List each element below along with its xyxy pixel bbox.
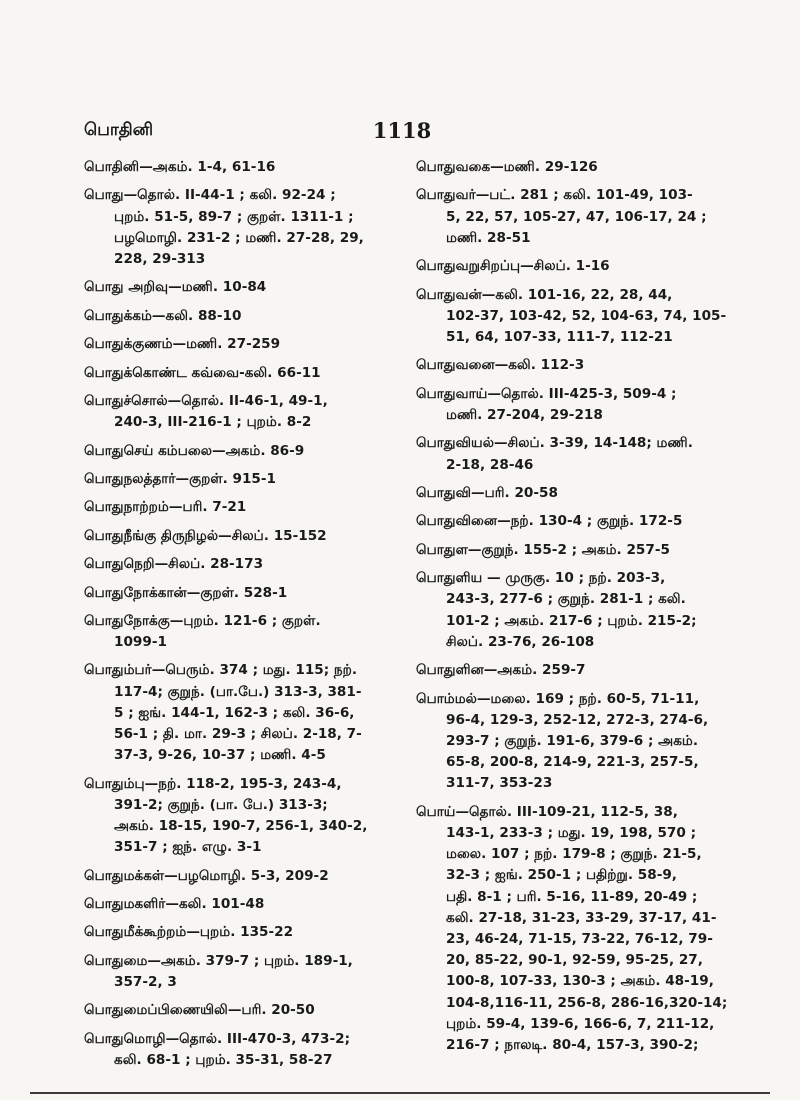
entry-continuation-line: 351-7 ; ஐந். எழு. 3-1 [114, 839, 262, 856]
entry-continuation-line: 37-3, 9-26, 10-37 ; மணி. 4-5 [114, 747, 326, 764]
entry-continuation-line: 216-7 ; நாலடி. 80-4, 157-3, 390-2; [446, 1036, 699, 1053]
index-entry [84, 611, 422, 653]
index-entry [84, 1000, 422, 1021]
entry-headword-line: பொதுக்குணம்—மணி. 27-259 [84, 336, 281, 353]
entry-headword-line: பொதுவன்—கலி. 101-16, 22, 28, 44, [416, 286, 673, 303]
index-entry [416, 540, 746, 561]
index-entry [416, 256, 746, 277]
entry-headword-line: பொதுவனை—கலி. 112-3 [416, 357, 585, 374]
index-entry [84, 951, 422, 993]
entry-headword-line: பொதுமை—அகம். 379-7 ; புறம். 189-1, [84, 952, 353, 969]
entry-continuation-line: 391-2; குறுந். (பா. பே.) 313-3; [114, 796, 328, 813]
entry-headword-line: பொம்மல்—மலை. 169 ; நற். 60-5, 71-11, [416, 690, 700, 707]
entry-headword-line: பொதுசெய் கம்பலை—அகம். 86-9 [84, 442, 305, 459]
entry-continuation-line: 5, 22, 57, 105-27, 47, 106-17, 24 ; [446, 208, 707, 225]
entry-headword-line: பொது அறிவு—மணி. 10-84 [84, 279, 267, 296]
entry-continuation-line: மலை. 107 ; நற். 179-8 ; குறுந். 21-5, [446, 846, 702, 863]
entry-headword-line: பொதுநலத்தார்—குறள். 915-1 [84, 470, 276, 487]
index-entry [84, 306, 422, 327]
entry-continuation-line: 100-8, 107-33, 130-3 ; அகம். 48-19, [446, 973, 714, 990]
entry-headword-line: பொதுநாற்றம்—பரி. 7-21 [84, 499, 247, 516]
index-entry [84, 441, 422, 462]
entry-headword-line: பொதுக்கொண்ட கவ்வை-கலி. 66-11 [84, 364, 321, 381]
index-entry [416, 802, 746, 1056]
index-entry [84, 866, 422, 887]
index-entry [416, 384, 746, 426]
entry-headword-line: பொதுநீங்கு திருநிழல்—சிலப். 15-152 [84, 527, 327, 544]
entry-headword-line: பொதும்பு—நற். 118-2, 195-3, 243-4, [84, 775, 342, 792]
entry-continuation-line: புறம். 59-4, 139-6, 166-6, 7, 211-12, [446, 1015, 715, 1032]
index-entry [84, 660, 422, 766]
entry-headword-line: பொதுநோக்கு—புறம். 121-6 ; குறள். [84, 612, 321, 629]
index-entry [416, 185, 746, 249]
entry-continuation-line: 101-2 ; அகம். 217-6 ; புறம். 215-2; [446, 612, 697, 629]
entry-headword-line: பொதுள—குறுந். 155-2 ; அகம். 257-5 [416, 541, 670, 558]
entry-headword-line: பொதுமகளிர்—கலி. 101-48 [84, 896, 265, 913]
entry-continuation-line: 143-1, 233-3 ; மது. 19, 198, 570 ; [446, 824, 697, 841]
index-entry [416, 568, 746, 653]
entry-headword-line: பொதுமக்கள்—பழமொழி. 5-3, 209-2 [84, 867, 329, 884]
index-entry [84, 583, 422, 604]
index-entry [416, 355, 746, 376]
entry-continuation-line: சிலப். 23-76, 26-108 [446, 633, 595, 650]
index-entry [84, 922, 422, 943]
entry-continuation-line: மணி. 27-204, 29-218 [446, 406, 603, 423]
entry-headword-line: பொதுவி—பரி. 20-58 [416, 484, 558, 501]
entry-continuation-line: 311-7, 353-23 [446, 775, 553, 792]
entry-continuation-line: 104-8,116-11, 256-8, 286-16,320-14; [446, 994, 728, 1011]
index-entry [84, 554, 422, 575]
entry-headword-line: பொதுமொழி—தொல். III-470-3, 473-2; [84, 1030, 351, 1047]
entry-headword-line: பொதுளின—அகம். 259-7 [416, 662, 586, 679]
right-column [416, 157, 746, 1063]
index-entry [84, 774, 422, 859]
index-entry [416, 157, 746, 178]
entry-headword-line: பொதுச்சொல்—தொல். II-46-1, 49-1, [84, 392, 328, 409]
entry-headword-line: பொய்—தொல். III-109-21, 112-5, 38, [416, 803, 678, 820]
entry-continuation-line: மணி. 28-51 [446, 229, 531, 246]
head-word: பொதினி [84, 120, 154, 140]
entry-headword-line: பொது—தொல். II-44-1 ; கலி. 92-24 ; [84, 187, 336, 204]
entry-continuation-line: பழமொழி. 231-2 ; மணி. 27-28, 29, [114, 229, 364, 246]
entry-continuation-line: கலி. 27-18, 31-23, 33-29, 37-17, 41- [446, 909, 717, 926]
entry-continuation-line: 23, 46-24, 71-15, 73-22, 76-12, 79- [446, 930, 713, 947]
entry-continuation-line: 1099-1 [114, 634, 167, 651]
entry-headword-line: பொதினி—அகம். 1-4, 61-16 [84, 159, 276, 175]
index-entry [84, 277, 422, 298]
index-entry [84, 1029, 422, 1071]
index-entry [84, 469, 422, 490]
entry-headword-line: பொதுக்கம்—கலி. 88-10 [84, 307, 242, 324]
entry-continuation-line: 32-3 ; ஐங். 250-1 ; பதிற்று. 58-9, [446, 867, 677, 884]
entry-headword-line: பொதுவாய்—தொல். III-425-3, 509-4 ; [416, 385, 677, 402]
entry-headword-line: பொதுநெறி—சிலப். 28-173 [84, 556, 264, 573]
footer-rule [30, 1092, 770, 1094]
entry-continuation-line: 5 ; ஐங். 144-1, 162-3 ; கலி. 36-6, [114, 704, 355, 721]
entry-continuation-line: 357-2, 3 [114, 974, 177, 991]
entry-continuation-line: 243-3, 277-6 ; குறுந். 281-1 ; கலி. [446, 591, 686, 608]
entry-continuation-line: 56-1 ; தி. மா. 29-3 ; சிலப். 2-18, 7- [114, 726, 362, 743]
entry-headword-line: பொதுமீக்கூற்றம்—புறம். 135-22 [84, 924, 294, 941]
index-entry [416, 483, 746, 504]
page-header [84, 118, 720, 148]
index-entry [84, 185, 422, 270]
entry-continuation-line: 65-8, 200-8, 214-9, 221-3, 257-5, [446, 754, 699, 771]
entry-continuation-line: அகம். 18-15, 190-7, 256-1, 340-2, [114, 818, 368, 835]
index-entry [84, 497, 422, 518]
entry-headword-line: பொதும்பர்—பெரும். 374 ; மது. 115; நற். [84, 662, 358, 679]
entry-headword-line: பொதுமைப்பிணையிலி—பரி. 20-50 [84, 1002, 315, 1019]
page-number: 1118 [372, 118, 432, 143]
entry-headword-line: பொதுவர்—பட். 281 ; கலி. 101-49, 103- [416, 187, 693, 204]
entry-continuation-line: 20, 85-22, 90-1, 92-59, 95-25, 27, [446, 952, 703, 969]
entry-continuation-line: 96-4, 129-3, 252-12, 272-3, 274-6, [446, 711, 709, 728]
index-entry [416, 660, 746, 681]
index-entry [84, 894, 422, 915]
index-entry [84, 391, 422, 433]
entry-continuation-line: 51, 64, 107-33, 111-7, 112-21 [446, 328, 673, 345]
entry-continuation-line: புறம். 51-5, 89-7 ; குறள். 1311-1 ; [114, 208, 354, 225]
index-entry [416, 285, 746, 349]
entry-continuation-line: கலி. 68-1 ; புறம். 35-31, 58-27 [114, 1052, 333, 1069]
index-entry [84, 526, 422, 547]
entry-continuation-line: 293-7 ; குறுந். 191-6, 379-6 ; அகம். [446, 732, 699, 749]
left-column [84, 157, 422, 1078]
index-entry [416, 433, 746, 475]
entry-headword-line: பொதுநோக்கான்—குறள். 528-1 [84, 584, 288, 601]
index-entry [416, 689, 746, 795]
entry-headword-line: பொதுவியல்—சிலப். 3-39, 14-148; மணி. [416, 435, 693, 452]
entry-headword-line: பொதுவறுசிறப்பு—சிலப். 1-16 [416, 258, 610, 275]
index-entry [84, 157, 422, 178]
entry-headword-line: பொதுளிய — முருகு. 10 ; நற். 203-3, [416, 570, 666, 587]
entry-continuation-line: 2-18, 28-46 [446, 456, 534, 473]
entry-continuation-line: பதி. 8-1 ; பரி. 5-16, 11-89, 20-49 ; [446, 888, 698, 905]
index-entry [84, 334, 422, 355]
entry-continuation-line: 228, 29-313 [114, 251, 206, 267]
entry-continuation-line: 240-3, III-216-1 ; புறம். 8-2 [114, 414, 312, 431]
entry-continuation-line: 117-4; குறுந். (பா.பே.) 313-3, 381- [114, 683, 362, 700]
entry-continuation-line: 102-37, 103-42, 52, 104-63, 74, 105- [446, 307, 727, 324]
index-entry [416, 511, 746, 532]
entry-headword-line: பொதுவகை—மணி. 29-126 [416, 159, 598, 175]
index-entry [84, 363, 422, 384]
entry-headword-line: பொதுவினை—நற். 130-4 ; குறுந். 172-5 [416, 513, 683, 530]
